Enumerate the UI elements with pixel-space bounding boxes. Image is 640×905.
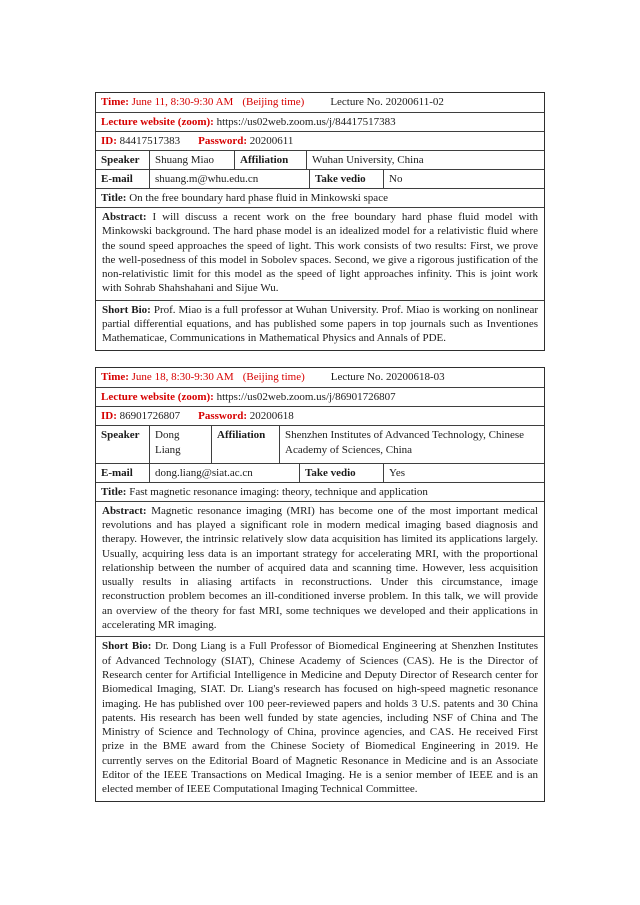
title-row [96, 188, 544, 207]
affiliation-value: Shenzhen Institutes of Advanced Technology, Chinese Academy of Sciences, China [279, 426, 544, 463]
website-label: Lecture website (zoom): [101, 390, 214, 403]
email-row [96, 169, 544, 188]
abstract-label: Abstract: [102, 504, 147, 517]
time-label: Time: [101, 370, 129, 383]
affiliation-label: Affiliation [211, 426, 279, 463]
time-label: Time: [101, 96, 129, 108]
title-label: Title: [101, 192, 127, 204]
password-value: 20200618 [249, 409, 294, 422]
take-video-label: Take vedio [299, 464, 383, 482]
abstract-text: I will discuss a recent work on the free boundary hard phase fluid model with Minkowski background. The hard phase model is an idealized model for a relativistic fluid where the sound speed approaches the speed of light. This work consists of two results: First, we prove the well-posedness of this model in Sobolev spaces. Second, we give a rigorous justification of the non-relativistic limit for this model as the speed of light approaches infinity. This is joint work with Sohrab Shahshahani and Sijue Wu. [102, 211, 539, 295]
lecture-table-2 [95, 367, 545, 802]
time-row [96, 368, 544, 387]
speaker-row [96, 425, 544, 463]
abstract-row [96, 207, 544, 300]
id-value: 86901726807 [119, 409, 181, 422]
id-password-row [96, 131, 544, 150]
password-value: 20200611 [249, 135, 294, 147]
abstract-text: Magnetic resonance imaging (MRI) has become one of the most important medical revolutions and has played a significant role in modern medical imaging based diagnosis and therapy. However, the intrinsic relatively slow data acquisition has limited its applications largely. Usually, acquiring less data is an important strategy for accelerating MRI, with the proportional relationship between the number of acquired data and scanning time. However, less acquisition usually results in aliasing artifacts in reconstructions. Under this circumstance, image reconstruction problem becomes an ill-conditioned inverse problem. In this talk, we will provide an overview of the theory for fast MRI, some techniques we developed and their applications in accelerating MR imaging. [102, 504, 539, 632]
take-video-value: No [383, 170, 544, 188]
email-label: E-mail [101, 466, 133, 479]
title-text: On the free boundary hard phase fluid in Minkowski space [129, 192, 388, 204]
timezone-note: (Beijing time) [242, 370, 305, 383]
lecture-table-1 [95, 92, 545, 351]
time-row [96, 93, 544, 112]
short-bio-row [96, 636, 544, 800]
short-bio-cell [96, 637, 544, 800]
password-label: Password: [198, 135, 248, 147]
time-cell [96, 93, 544, 112]
abstract-row [96, 501, 544, 637]
website-cell [96, 113, 544, 131]
id-value: 84417517383 [119, 135, 181, 147]
take-video-value: Yes [383, 464, 544, 482]
email-value: dong.liang@siat.ac.cn [149, 464, 299, 482]
time-value: June 18, 8:30-9:30 AM [131, 370, 234, 383]
title-cell [96, 189, 544, 207]
website-label: Lecture website (zoom): [101, 116, 214, 128]
id-label: ID: [101, 135, 117, 147]
lecture-number: Lecture No. 20200618-03 [330, 370, 445, 383]
affiliation-value: Wuhan University, China [306, 151, 544, 169]
speaker-name: Shuang Miao [149, 151, 234, 169]
email-value: shuang.m@whu.edu.cn [149, 170, 309, 188]
speaker-row [96, 150, 544, 169]
speaker-label: Speaker [101, 428, 140, 441]
password-label: Password: [198, 409, 248, 422]
time-value: June 11, 8:30-9:30 AM [131, 96, 234, 108]
title-text: Fast magnetic resonance imaging: theory, technique and application [129, 485, 428, 498]
document-body [95, 92, 545, 802]
id-password-row [96, 406, 544, 425]
email-row [96, 463, 544, 482]
abstract-cell [96, 208, 544, 300]
lecture-number: Lecture No. 20200611-02 [330, 96, 444, 108]
website-row [96, 387, 544, 406]
abstract-label: Abstract: [102, 211, 147, 223]
timezone-note: (Beijing time) [242, 96, 305, 108]
title-cell [96, 483, 544, 501]
title-label: Title: [101, 485, 127, 498]
website-url: https://us02web.zoom.us/j/84417517383 [216, 116, 396, 128]
abstract-cell [96, 502, 544, 637]
website-row [96, 112, 544, 131]
affiliation-label: Affiliation [234, 151, 306, 169]
id-label: ID: [101, 409, 117, 422]
short-bio-label: Short Bio: [102, 303, 151, 316]
short-bio-text: Prof. Miao is a full professor at Wuhan University. Prof. Miao is working on nonlinear partial differential equations, and has published some papers in top journals such as Inventiones Mathematicae, Communications in Mathematical Physics and Annals of PDE. [102, 303, 538, 345]
email-label: E-mail [101, 173, 133, 185]
short-bio-cell [96, 301, 544, 350]
take-video-label: Take vedio [309, 170, 383, 188]
id-password-cell [96, 132, 544, 150]
website-cell [96, 388, 544, 406]
speaker-name: Dong Liang [149, 426, 211, 463]
short-bio-text: Dr. Dong Liang is a Full Professor of Biomedical Engineering at Shenzhen Institutes of Advanced Technology (SIAT), Chinese Academy of Sciences (CAS). He is the Director of Research center for Artificial Intelligence in Medicine and Deputy Director of Research center for Biomedical Imaging, SIAT. Dr. Liang's research has focused on high-speed magnetic resonance imaging. He has published over 100 peer-reviewed papers and holds 3 U.S. patents and 30 China patents. His research has been well funded by state agencies, including NSF of China and The Ministry of Science and Technology of China, province agencies, and CAS. He received First prize in the BME award from the Chinese Society of Biomedical Engineering in 2019. He currently serves on the Editorial Board of Magnetic Resonance in Medicine and is an Associate Editor of the IEEE Transactions on Medical Imaging. He is a senior member of IEEE and is an elected member of IEEE Computational Imaging Technical Committee. [102, 640, 538, 796]
speaker-label: Speaker [101, 154, 140, 166]
time-cell [96, 368, 544, 387]
title-row [96, 482, 544, 501]
id-password-cell [96, 407, 544, 425]
short-bio-label: Short Bio: [102, 640, 152, 653]
short-bio-row [96, 300, 544, 350]
website-url: https://us02web.zoom.us/j/86901726807 [216, 390, 396, 403]
